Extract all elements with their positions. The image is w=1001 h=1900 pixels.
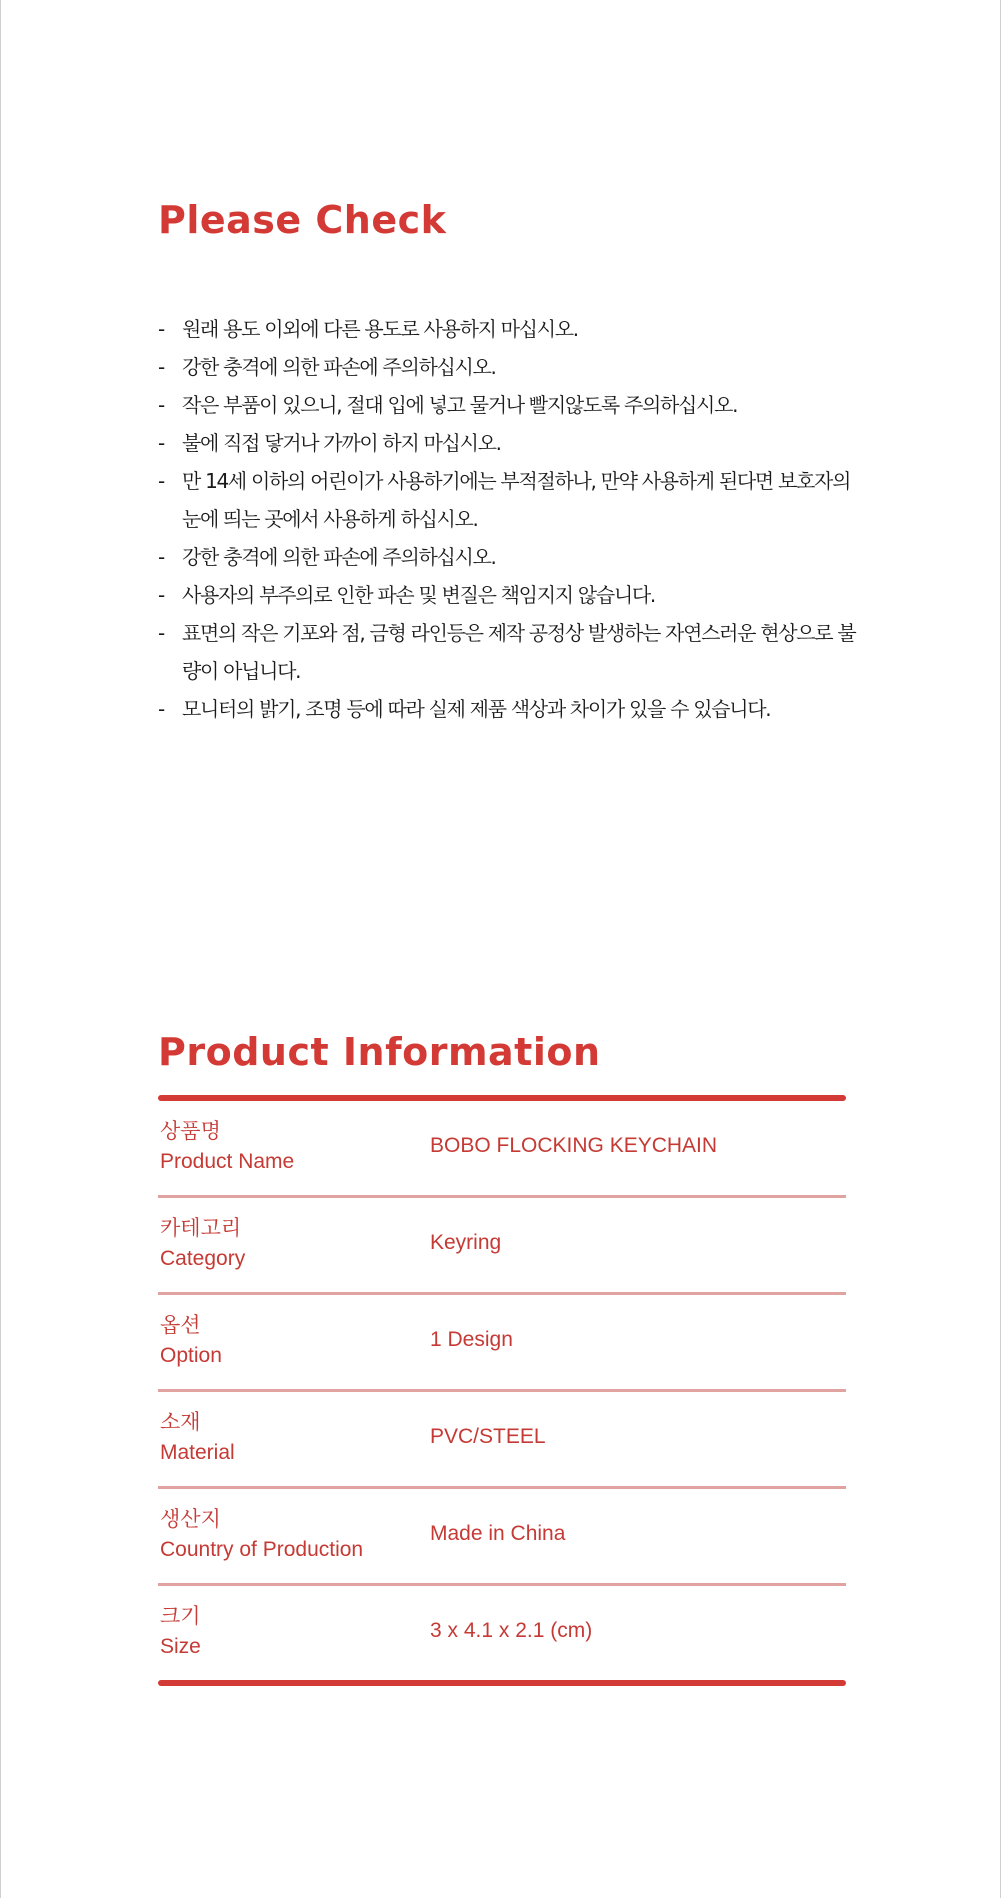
notice-item: - 사용자의 부주의로 인한 파손 및 변질은 책임지지 않습니다. [158,583,655,607]
product-info-table [158,1095,846,1686]
row-value: Keyring [430,1231,502,1254]
info-row-option [158,1295,846,1392]
row-value: BOBO FLOCKING KEYCHAIN [430,1134,718,1157]
notice-item: - 작은 부품이 있으니, 절대 입에 넣고 물거나 빨지않도록 주의하십시오. [158,393,738,417]
row-value: 3 x 4.1 x 2.1 (cm) [430,1619,593,1642]
row-value: PVC/STEEL [430,1425,546,1448]
info-row-material [158,1392,846,1489]
row-label: 생산지 Country of Production [160,1508,364,1561]
row-value: 1 Design [430,1328,513,1351]
info-row-country-of-production [158,1489,846,1586]
row-label: 크기 Size [160,1605,201,1658]
notice-item: - 모니터의 밝기, 조명 등에 따라 실제 제품 색상과 차이가 있을 수 있습니다. [158,697,771,721]
please-check-title: Please Check [158,198,447,242]
notice-item: - 만 14세 이하의 어린이가 사용하기에는 부적절하나, 만약 사용하게 된다면 보호자의 눈에 띄는 곳에서 사용하게 하십시오. [158,469,851,531]
notice-item: - 강한 충격에 의한 파손에 주의하십시오. [158,545,496,569]
row-label: 옵션 Option [160,1314,222,1367]
notice-item: - 표면의 작은 기포와 점, 금형 라인등은 제작 공정상 발생하는 자연스러운 현상으로 불량이 아닙니다. [158,621,856,683]
notice-item: - 강한 충격에 의한 파손에 주의하십시오. [158,355,496,379]
row-value: Made in China [430,1522,566,1545]
product-information-title: Product Information [158,1030,601,1074]
row-label: 소재 Material [160,1411,235,1464]
info-row-size [158,1586,846,1680]
info-row-product-name [158,1101,846,1198]
info-row-category [158,1198,846,1295]
notice-list [158,310,858,728]
notice-item: - 불에 직접 닿거나 가까이 하지 마십시오. [158,431,501,455]
row-label: 카테고리 Category [160,1217,246,1270]
notice-item: - 원래 용도 이외에 다른 용도로 사용하지 마십시오. [158,317,578,341]
table-bottom-rule [158,1680,846,1686]
row-label: 상품명 Product Name [160,1120,295,1173]
